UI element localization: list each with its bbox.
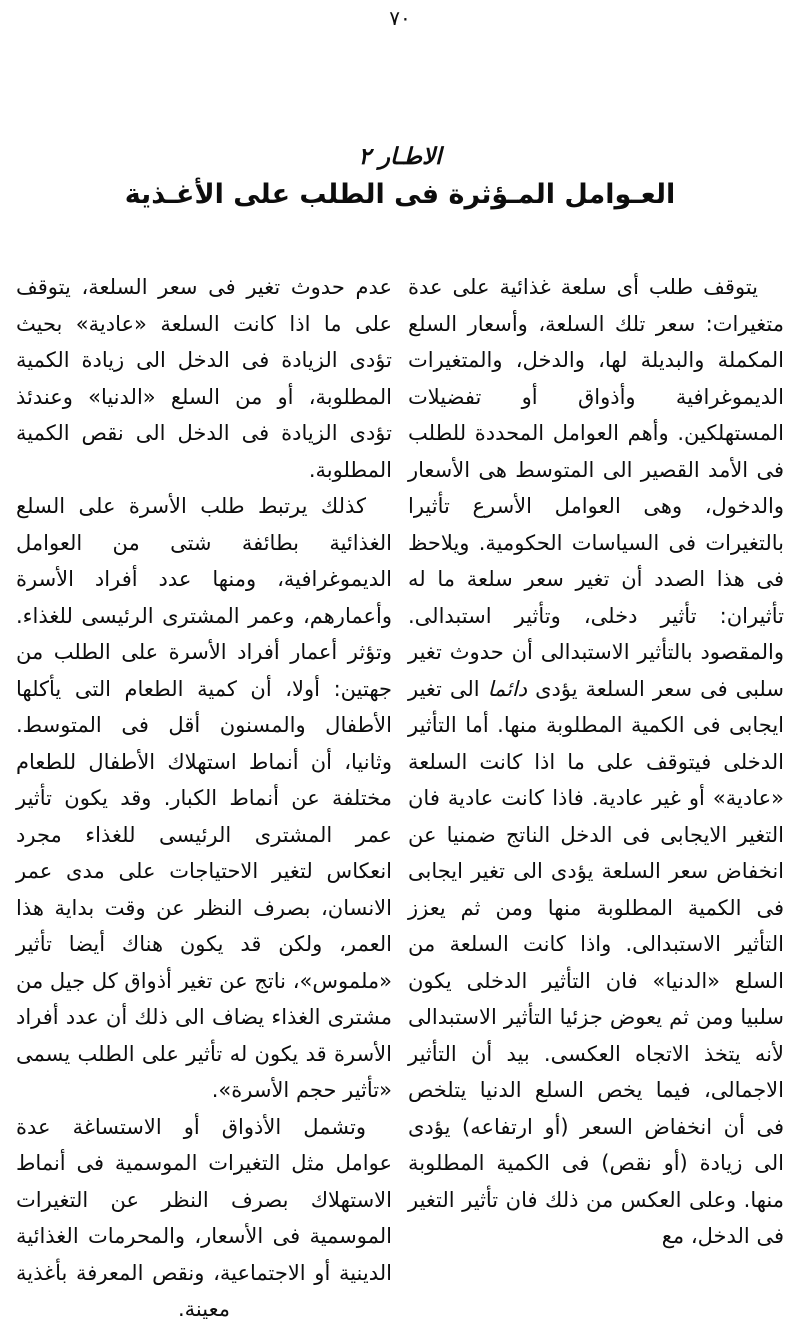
paragraph-income-change-continuation: عدم حدوث تغير فى سعر السلعة، يتوقف على ما اذا كانت السلعة «عادية» بحيث تؤدى الزيادة فى الدخل الى زيادة الكمية المطلوبة، أو من السلع «الدنيا» وعندئذ تؤدى الزيادة فى الدخل الى نقص الكمية المطلوبة. xyxy=(16,275,392,482)
page-number: ٧٠ xyxy=(389,6,411,30)
text-columns xyxy=(16,269,784,1328)
box-label: الاطـار ٢ xyxy=(358,144,442,170)
paragraph-tastes-preferences: وتشمل الأذواق أو الاستساغة عدة عوامل مثل التغيرات الموسمية فى أنماط الاستهلاك بصرف النظر عن التغيرات الموسمية فى الأسعار، والمحرمات الغذائية الدينية أو الاجتماعية، ونقص المعرفة بأغذية معينة. xyxy=(16,1114,392,1321)
column-right xyxy=(408,269,784,1255)
page-title: العـوامل المـؤثرة فى الطلب على الأغـذية xyxy=(124,179,676,210)
paragraph-text-before-emphasis: يتوقف طلب أى سلعة غذائية على عدة متغيرات: سعر تلك السلعة، وأسعار السلع المكملة والبديلة لها، والدخل، والمتغيرات الديموغرافية وأذواق أو تفضيلات المستهلكين. وأهم العوامل المحددة للطلب فى الأمد القصير الى المتوسط هى الأسعار والدخول، وهى العوامل الأسرع تأثيرا بالتغيرات فى السياسات الحكومية. ويلاحظ فى هذا الصدد أن تغير سعر سلعة ما له تأثيران: تأثير دخلى، وتأثير استبدالى. والمقصود بالتأثير الاستبدالى أن حدوث تغير سلبى فى سعر السلعة يؤدى xyxy=(408,275,784,701)
emphasized-word: دائما xyxy=(487,676,528,701)
paragraph-household-demographics: كذلك يرتبط طلب الأسرة على السلع الغذائية بطائفة شتى من العوامل الديموغرافية، ومنها عدد أفراد الأسرة وأعمارهم، وعمر المشترى الرئيسى للغذاء. وتؤثر أعمار أفراد الأسرة على الطلب من جهتين: أولا، أن كمية الطعام التى يأكلها الأطفال والمسنون أقل فى المتوسط. وثانيا، أن أنماط استهلاك الأطفال للطعام مختلفة عن أنماط الكبار. وقد يكون تأثير عمر المشترى الرئيسى للغذاء مجرد انعكاس لتغير الاحتياجات على مدى عمر الانسان، بصرف النظر عن وقت بداية هذا العمر، ولكن قد يكون هناك أيضا تأثير «ملموس»، ناتج عن تغير أذواق كل جيل من مشترى الغذاء يضاف الى ذلك أن عدد أفراد الأسرة قد يكون له تأثير على الطلب يسمى «تأثير حجم الأسرة». xyxy=(16,494,392,1102)
paragraph-text-after-emphasis: الى تغير ايجابى فى الكمية المطلوبة منها. أما التأثير الدخلى فيتوقف على ما اذا كانت السلعة «عادية» أو غير عادية. فاذا كانت عادية فان التغير الايجابى فى الدخل الناتج ضمنيا عن انخفاض سعر السلعة يؤدى الى تغير ايجابى فى الكمية المطلوبة منها ومن ثم يعزز التأثير الاستبدالى. واذا كانت السلعة من السلع «الدنيا» فان التأثير الدخلى يكون سلبيا ومن ثم يعوض جزئيا التأثير الاستبدالى لأنه يتخذ الاتجاه العكسى. بيد أن التأثير الاجمالى، فيما يخص السلع الدنيا يتلخص فى أن انخفاض السعر (أو ارتفاعه) يؤدى الى زيادة (أو نقص) فى الكمية المطلوبة منها. وعلى العكس من ذلك فان تأثير التغير فى الدخل، مع xyxy=(408,676,784,1248)
column-left xyxy=(16,269,392,1328)
paragraph-demand-factors xyxy=(408,269,784,1255)
heading-block xyxy=(16,142,784,213)
